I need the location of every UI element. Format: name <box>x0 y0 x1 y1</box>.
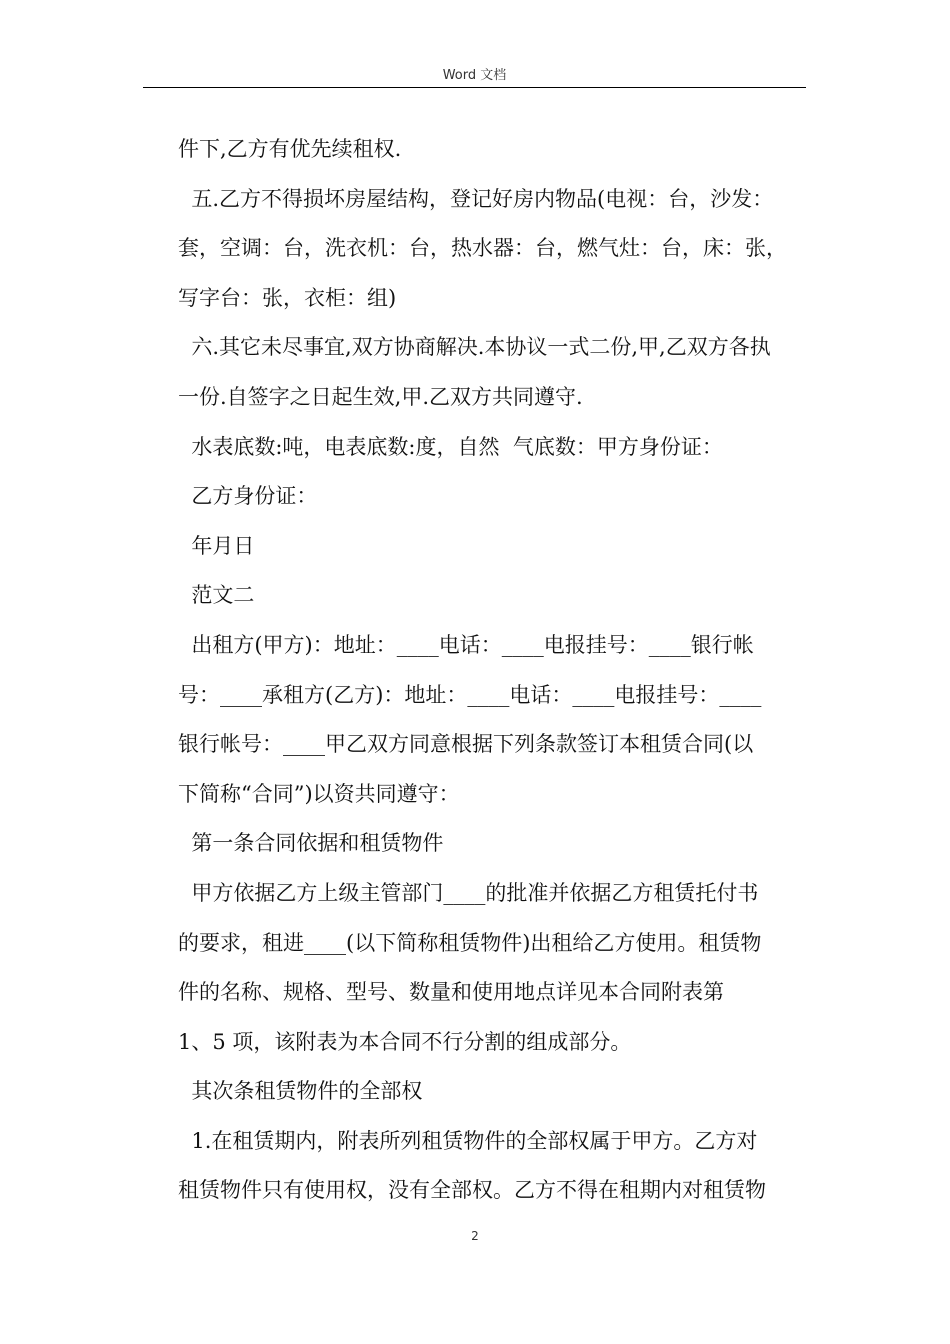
header-divider <box>143 87 806 88</box>
text-line: 套，空调：台，洗衣机：台，热水器：台，燃气灶：台，床：张， <box>178 236 787 261</box>
text-line: 件的名称、规格、型号、数量和使用地点详见本合同附表第 <box>178 980 724 1005</box>
text-line: 一份.自签字之日起生效,甲.乙双方共同遵守. <box>178 384 583 409</box>
text-line: 号：____承租方(乙方)：地址：____电话：____电报挂号：____ <box>178 682 762 707</box>
text-line: 银行帐号：____甲乙双方同意根据下列条款签订本租赁合同(以 <box>178 732 754 757</box>
document-body <box>178 125 818 1216</box>
text-line: 1.在租赁期内，附表所列租赁物件的全部权属于甲方。乙方对 <box>178 1128 758 1153</box>
text-line: 水表底数:吨，电表底数:度，自然 气底数：甲方身份证： <box>178 434 723 459</box>
text-line: 其次条租赁物件的全部权 <box>178 1079 423 1104</box>
text-line: 1、5 项，该附表为本合同不行分割的组成部分。 <box>178 1029 632 1054</box>
text-line: 写字台：张，衣柜：组) <box>178 285 397 310</box>
text-line: 乙方身份证： <box>178 484 318 509</box>
text-line: 范文二 <box>178 583 255 608</box>
text-line: 的要求，租进____(以下简称租赁物件)出租给乙方使用。租赁物 <box>178 930 762 955</box>
page-header: Word 文档 <box>442 68 507 83</box>
text-line: 出租方(甲方)：地址：____电话：____电报挂号：____银行帐 <box>178 632 754 657</box>
text-line: 六.其它未尽事宜,双方协商解决.本协议一式二份,甲,乙双方各执 <box>178 335 771 360</box>
text-line: 甲方依据乙方上级主管部门____的批准并依据乙方租赁托付书 <box>178 880 759 905</box>
text-line: 年月日 <box>178 533 255 558</box>
text-line: 下简称“合同”)以资共同遵守： <box>178 781 460 806</box>
text-line: 件下,乙方有优先续租权. <box>178 137 402 161</box>
text-line: 第一条合同依据和租赁物件 <box>178 831 444 856</box>
text-line: 五.乙方不得损坏房屋结构，登记好房内物品(电视：台，沙发： <box>178 186 774 211</box>
text-line: 租赁物件只有使用权，没有全部权。乙方不得在租期内对租赁物 <box>178 1178 766 1203</box>
page-number: 2 <box>471 1229 479 1243</box>
